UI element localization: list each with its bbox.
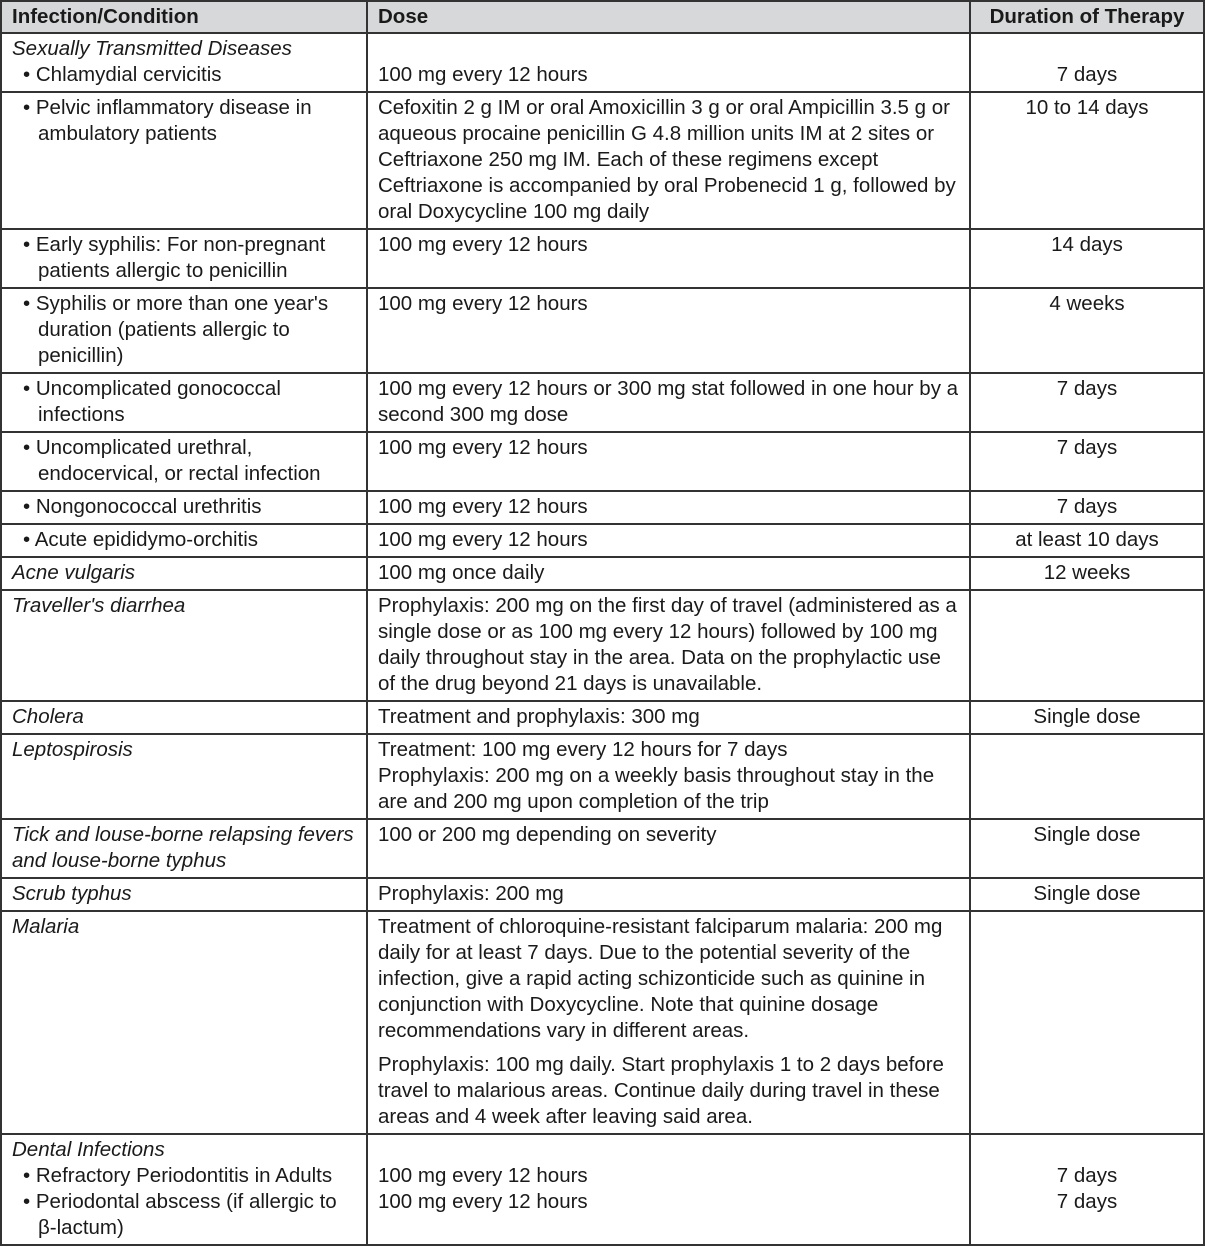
dose-text: 100 mg every 12 hours bbox=[378, 1190, 588, 1213]
dose-text: Prophylaxis: 200 mg on a weekly basis throughout stay in the are and 200 mg upon completion of the trip bbox=[378, 764, 935, 813]
dose-cell: 100 mg every 12 hours bbox=[367, 288, 970, 373]
spacer bbox=[378, 1137, 963, 1163]
condition-cell bbox=[1, 288, 367, 373]
dose-text: 100 mg every 12 hours bbox=[378, 1164, 588, 1187]
dose-text: Treatment of chloroquine-resistant falciparum malaria: 200 mg daily for at least 7 days. Due to the potential severity of the infection, give a rapid acting schizonticide such as quinine in conjunction with Doxycycline. Note that quinine dosage recommendations vary in different areas. bbox=[378, 915, 943, 1042]
duration-cell: Single dose bbox=[970, 878, 1204, 911]
table-row bbox=[1, 557, 1204, 590]
condition-cell bbox=[1, 373, 367, 432]
duration-text: 7 days bbox=[1056, 1190, 1118, 1213]
table-row bbox=[1, 288, 1204, 373]
table-row bbox=[1, 734, 1204, 819]
table-row bbox=[1, 229, 1204, 288]
dose-cell bbox=[367, 734, 970, 819]
condition-cell bbox=[1, 1134, 367, 1245]
table-row bbox=[1, 590, 1204, 701]
condition-text: • Chlamydial cervicitis bbox=[23, 63, 222, 86]
duration-cell bbox=[970, 33, 1204, 92]
spacer bbox=[378, 36, 963, 62]
dose-cell: 100 mg every 12 hours bbox=[367, 491, 970, 524]
duration-cell: 14 days bbox=[970, 229, 1204, 288]
table-row bbox=[1, 701, 1204, 734]
duration-cell: Single dose bbox=[970, 819, 1204, 878]
table-row bbox=[1, 491, 1204, 524]
condition-cell: Cholera bbox=[1, 701, 367, 734]
duration-cell: at least 10 days bbox=[970, 524, 1204, 557]
dose-text: 100 mg every 12 hours bbox=[378, 63, 588, 86]
condition-text: • Acute epididymo-orchitis bbox=[23, 528, 259, 551]
dose-cell: 100 or 200 mg depending on severity bbox=[367, 819, 970, 878]
table-row bbox=[1, 33, 1204, 92]
condition-cell: Tick and louse-borne relapsing fevers and louse-borne typhus bbox=[1, 819, 367, 878]
condition-cell bbox=[1, 33, 367, 92]
condition-cell bbox=[1, 524, 367, 557]
dose-cell: Prophylaxis: 200 mg on the first day of travel (administered as a single dose or as 100 mg every 12 hours) followed by 100 mg daily throughout stay in the area. Data on the prophylactic use of the drug beyond 21 days is unavailable. bbox=[367, 590, 970, 701]
duration-cell: 4 weeks bbox=[970, 288, 1204, 373]
dose-cell bbox=[367, 911, 970, 1134]
spacer bbox=[975, 36, 1199, 62]
duration-cell: 7 days bbox=[970, 432, 1204, 491]
table-row bbox=[1, 432, 1204, 491]
table-row bbox=[1, 878, 1204, 911]
condition-cell: Leptospirosis bbox=[1, 734, 367, 819]
category-heading: Dental Infections bbox=[12, 1138, 165, 1161]
dose-cell: Treatment and prophylaxis: 300 mg bbox=[367, 701, 970, 734]
condition-cell bbox=[1, 92, 367, 229]
dose-cell bbox=[367, 33, 970, 92]
duration-cell: Single dose bbox=[970, 701, 1204, 734]
spacer bbox=[975, 1137, 1199, 1163]
table-row bbox=[1, 92, 1204, 229]
condition-cell bbox=[1, 432, 367, 491]
header-duration: Duration of Therapy bbox=[970, 1, 1204, 33]
duration-cell: 10 to 14 days bbox=[970, 92, 1204, 229]
condition-text: • Uncomplicated urethral, endocervical, or rectal infection bbox=[23, 436, 321, 485]
table-row bbox=[1, 911, 1204, 1134]
dose-cell: 100 mg every 12 hours or 300 mg stat followed in one hour by a second 300 mg dose bbox=[367, 373, 970, 432]
table-row bbox=[1, 1134, 1204, 1245]
duration-cell: 7 days bbox=[970, 373, 1204, 432]
table-row bbox=[1, 373, 1204, 432]
condition-cell: Scrub typhus bbox=[1, 878, 367, 911]
duration-cell bbox=[970, 734, 1204, 819]
dose-text: Treatment: 100 mg every 12 hours for 7 days bbox=[378, 738, 788, 761]
dose-cell: 100 mg every 12 hours bbox=[367, 524, 970, 557]
condition-text: • Refractory Periodontitis in Adults bbox=[23, 1164, 333, 1187]
duration-cell bbox=[970, 590, 1204, 701]
condition-text: • Syphilis or more than one year's duration (patients allergic to penicillin) bbox=[23, 292, 329, 367]
table-row bbox=[1, 819, 1204, 878]
dose-cell: 100 mg every 12 hours bbox=[367, 229, 970, 288]
duration-text: 7 days bbox=[1056, 63, 1118, 86]
header-row bbox=[1, 1, 1204, 33]
duration-cell: 12 weeks bbox=[970, 557, 1204, 590]
condition-cell bbox=[1, 229, 367, 288]
dose-cell: 100 mg once daily bbox=[367, 557, 970, 590]
condition-text: • Early syphilis: For non-pregnant patients allergic to penicillin bbox=[23, 233, 326, 282]
table-row bbox=[1, 524, 1204, 557]
dose-cell: 100 mg every 12 hours bbox=[367, 432, 970, 491]
dose-text: Prophylaxis: 100 mg daily. Start prophylaxis 1 to 2 days before travel to malarious areas. Continue daily during travel in these areas and 4 week after leaving said area. bbox=[378, 1053, 944, 1128]
duration-cell: 7 days bbox=[970, 491, 1204, 524]
category-heading: Sexually Transmitted Diseases bbox=[12, 37, 292, 60]
header-condition: Infection/Condition bbox=[1, 1, 367, 33]
condition-text: • Uncomplicated gonococcal infections bbox=[23, 377, 281, 426]
dose-cell: Cefoxitin 2 g IM or oral Amoxicillin 3 g or oral Ampicillin 3.5 g or aqueous procaine penicillin G 4.8 million units IM at 2 sites or Ceftriaxone 250 mg IM. Each of these regimens except Ceftriaxone is accompanied by oral Probenecid 1 g, followed by oral Doxycycline 100 mg daily bbox=[367, 92, 970, 229]
condition-text: • Nongonococcal urethritis bbox=[23, 495, 262, 518]
duration-text: 7 days bbox=[1056, 1164, 1118, 1187]
condition-cell: Malaria bbox=[1, 911, 367, 1134]
condition-cell bbox=[1, 491, 367, 524]
dose-cell: Prophylaxis: 200 mg bbox=[367, 878, 970, 911]
duration-cell bbox=[970, 911, 1204, 1134]
dose-cell bbox=[367, 1134, 970, 1245]
condition-text: • Pelvic inflammatory disease in ambulatory patients bbox=[23, 96, 312, 145]
condition-cell: Traveller's diarrhea bbox=[1, 590, 367, 701]
header-dose: Dose bbox=[367, 1, 970, 33]
duration-cell bbox=[970, 1134, 1204, 1245]
condition-text: • Periodontal abscess (if allergic to β-lactum) bbox=[23, 1190, 337, 1239]
condition-cell: Acne vulgaris bbox=[1, 557, 367, 590]
